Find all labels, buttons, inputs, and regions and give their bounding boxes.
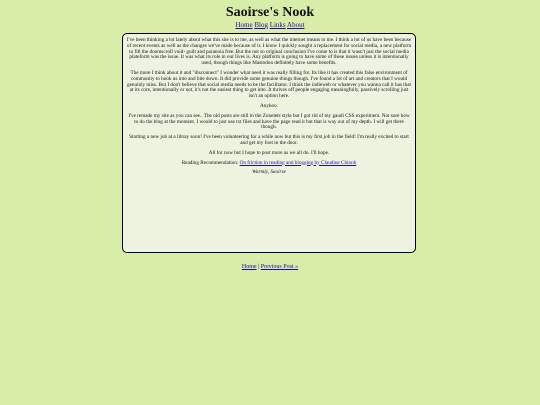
site-title: Saoirse's Nook [225, 5, 315, 20]
post-paragraph-job [126, 135, 412, 147]
post-content [122, 33, 416, 253]
nav-blog-link[interactable]: Blog [254, 21, 268, 29]
job-text-tail: in the field! I'm really excited to start and get my foot in the door. [240, 134, 409, 146]
nav-home-link[interactable]: Home [235, 21, 253, 29]
nav-links-link[interactable]: Links [269, 21, 286, 29]
reading-recommendation [126, 161, 412, 167]
footer-nav [0, 263, 540, 271]
nav-about-link[interactable]: About [287, 21, 305, 29]
post-paragraph: The more I think about it and "disconnect" I wonder what need it was really filling for. Its like it has created this false environment of community to hook us into and bite down. It did provide some genuine things though. I've found a lot of art and creators that I would genuinly miss. But I don't believe that social media needs to be the facilitator. I think the indieweb or whatever you wanna call it has that at its core, intentionally or not, it's not the easiest thing to get into. It thrives off people engaging meaningfully, passively scrolling just isn't an option here. [126, 69, 411, 100]
footer-home-link[interactable]: Home [241, 264, 257, 270]
post-paragraph: All for now but I hope to post more as we all do. I'll hope. [208, 149, 330, 156]
job-emphasis: job [323, 134, 331, 141]
previous-post-link[interactable]: Previous Post » [260, 264, 299, 270]
post-paragraph: I've been thinking a lot lately about what this site is to me, as well as what the internet means to me. I think a lot of us have been because of recent events as well as the changes we've made because of it. I know I quickly sought a replacement for social media, a new platform to fill the doomscroll void- guilt and paranoia free. But the not so original conclusion I've come to is that it wasn't just the social media plateform was the issue. It was what its role in our lives is. Any platform is going to have some of these issues unless it is intentionally used, though things like Mastodon definitely have some benefits. [126, 37, 412, 67]
post-paragraph: Anyhoo. [259, 102, 278, 109]
recommendation-label: Reading Recommendation: [181, 159, 239, 166]
top-nav [0, 21, 540, 30]
recommendation-link[interactable]: On friction in reading and blogging by Claudine Chionh [239, 159, 357, 166]
post-paragraph: I've remade my site as you can see.. The old posts are still in the Zonelets style but I got rid of my gaudi CSS experiment. Not sure how to do the blog at the moment. I would to just use txt files and have the page read it but that is way out of my depth. I will get there though. [128, 112, 410, 131]
job-text: Starting a new job at a libray soon! I've been volunteering for a while now but this is my first [129, 134, 323, 141]
footer-separator: | [258, 264, 260, 270]
post-signoff: Warmly, Saoirse [252, 169, 286, 176]
